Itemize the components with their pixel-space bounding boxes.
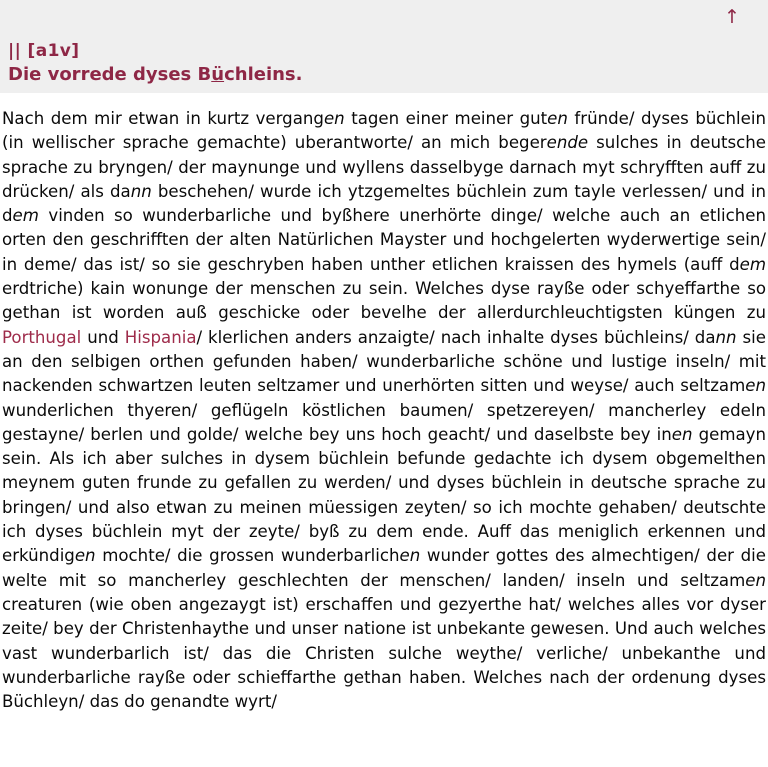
section-title-underlined-char: ü (211, 64, 225, 85)
text-run: vinden so wunderbarliche und byßhere unerhörte dinge/ welche auch an etlichen orten den geschrifften der alten Natürlichen Mayster und hochgelerten wyderwertige sein/ in deme/ das ist/ so sie geschryben haben unther etlichen kraissen des hymels (auff d (2, 206, 766, 274)
abbreviation-expansion: en (323, 109, 345, 128)
text-run: wunder gottes des almechtigen/ der die welte mit so mancherley geschlechten der menschen/ landen/ inseln und seltzam (2, 546, 766, 590)
abbreviation-expansion: em (12, 206, 39, 226)
abbreviation-expansion: nn (130, 181, 152, 201)
section-header-band (0, 0, 768, 93)
section-title-prefix: Die vorrede dyses B (8, 64, 212, 85)
abbreviation-expansion: en (671, 424, 693, 444)
abbreviation-expansion: en (745, 376, 766, 396)
abbreviation-expansion: nn (715, 327, 737, 347)
section-title-suffix: chleins. (224, 64, 303, 85)
text-run: gemayn sein. Als ich aber sulches in dysem büchlein befunde gedachte ich dysem obgemelthen meynem guten frunde zu gefallen zu werden/ und dyses büchlein in deutsche sprache zu bringen/ und also etwan zu meinen müessigen zeyten/ so ich mochte gehaben/ deutschte ich dyses büchlein myt der zeyte/ byß zu dem ende. Auff das meniglich erkennen und erkündig (2, 424, 766, 566)
place-name[interactable]: Porthugal (2, 327, 82, 347)
abbreviation-expansion: en (74, 546, 96, 566)
abbreviation-expansion: en (745, 570, 766, 590)
text-run: / klerlichen anders anzaigte/ nach inhalte dyses büchleins/ da (196, 327, 716, 347)
body-container (0, 93, 768, 714)
back-to-top-arrow-icon[interactable]: ↑ (724, 6, 740, 28)
abbreviation-expansion: em (739, 254, 766, 274)
text-run: tagen einer meiner gut (344, 109, 548, 128)
text-run: fründe/ dyses büchlein (in wellischer sprache gemachte) uberantworte/ an mich beger (2, 109, 766, 153)
text-run: sie an den selbigen orthen gefunden haben/ wunderbarliche schöne und lustige inseln/ mit nackenden schwartzen leuten seltzamer und unerhörten sitten und weyse/ auch seltzam (2, 327, 766, 396)
abbreviation-expansion: ende (546, 133, 589, 153)
folio-marker: || [a1v] (8, 41, 80, 61)
text-run: Nach dem mir etwan in kurtz vergang (2, 109, 324, 128)
text-run: wunderlichen thyeren/ geflügeln köstlichen baumen/ spetzereyen/ mancherley edeln gestayne/ berlen und golde/ welche bey uns hoch geacht/ und daselbste bey in (2, 400, 766, 444)
page-title (8, 64, 302, 85)
text-run: creaturen (wie oben angezaygt ist) erschaffen und gezyerthe hat/ welches alles vor dyser zeite/ bey der Christenhaythe und unser natione ist unbekante gewesen. Und auch welches vast wunderbarlich ist/ das die Christen sulche weythe/ verliche/ unbekanthe und wunderbarliche rayße oder schieffarthe gethan haben. Welches nach der ordenung dyses Büchleyn/ das do genandte wyrt/ (2, 594, 766, 712)
text-run: mochte/ die grossen wunderbarlich (95, 546, 400, 566)
abbreviation-expansion: en (547, 109, 568, 128)
text-run: und (81, 327, 125, 347)
text-run: sulches in deutsche sprache zu bryngen/ der maynunge und wyllens dasselbyge darnach myt schryfften auff zu drücken/ als da (2, 133, 766, 201)
text-run: beschehen/ wurde ich ytzgemeltes büchlein zum tayle verlessen/ und in d (2, 181, 766, 226)
abbreviation-expansion: en (399, 546, 421, 566)
preface-paragraph (0, 93, 768, 714)
place-name[interactable]: Hispania (124, 327, 197, 347)
text-run: erdtriche) kain wonunge der menschen zu sein. Welches dyse rayße oder schyeffarthe so gethan ist worden auß geschicke oder bevelhe der allerdurchleuchtigsten küngen zu (2, 279, 766, 323)
